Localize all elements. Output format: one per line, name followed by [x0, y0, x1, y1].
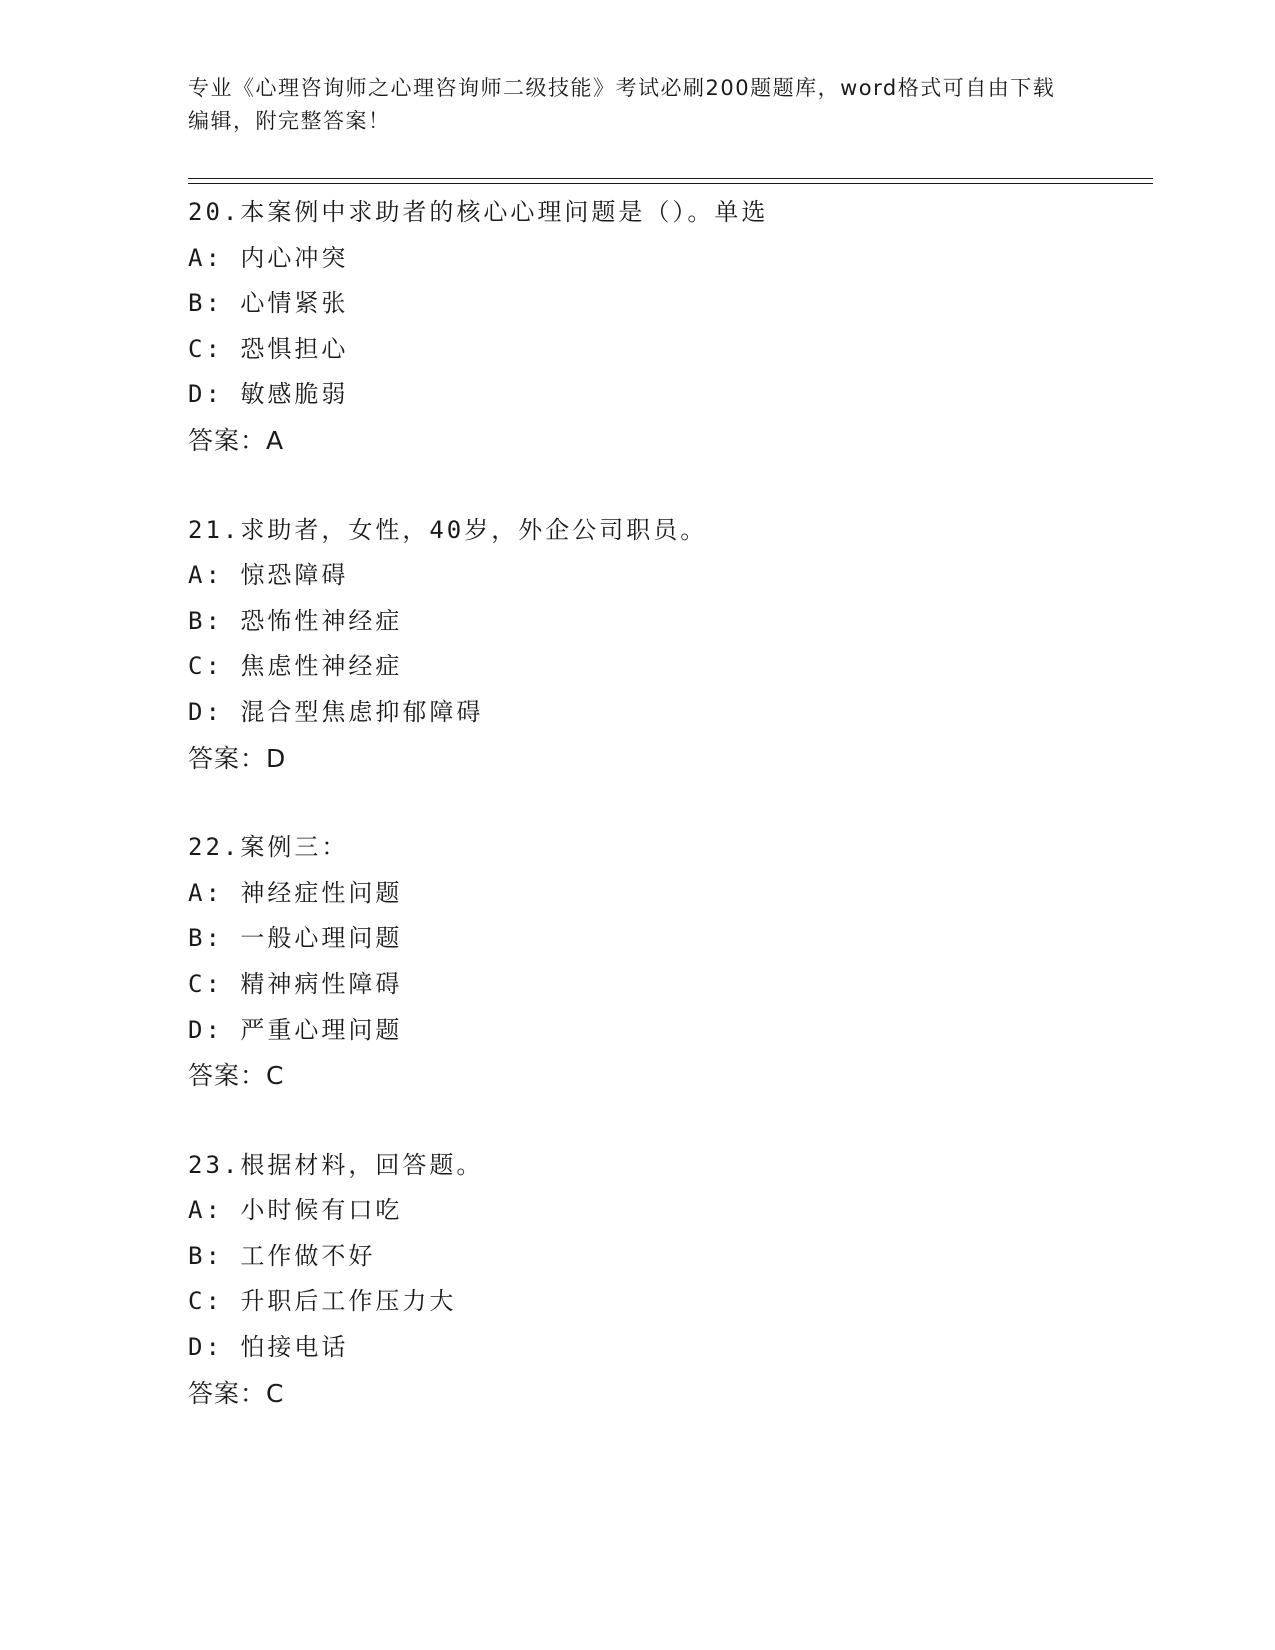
option-c: C: 恐惧担心	[188, 334, 349, 363]
answer-line: 答案：C	[188, 1378, 285, 1408]
option-a: A: 小时候有口吃	[188, 1196, 403, 1225]
answer-line: 答案：A	[188, 425, 285, 455]
option-d: D: 怕接电话	[188, 1333, 349, 1362]
option-c: C: 精神病性障碍	[188, 969, 403, 998]
option-c: C: 焦虑性神经症	[188, 652, 403, 681]
question-item	[188, 190, 1148, 464]
option-b: B: 一般心理问题	[188, 924, 403, 953]
option-b: B: 恐怖性神经症	[188, 606, 403, 635]
option-d: D: 敏感脆弱	[188, 380, 349, 409]
question-item	[188, 508, 1148, 782]
answer-line: 答案：D	[188, 743, 287, 773]
option-b: B: 心情紧张	[188, 289, 349, 318]
question-stem: 20.本案例中求助者的核心心理问题是（）。单选	[188, 198, 769, 226]
option-b: B: 工作做不好	[188, 1241, 376, 1270]
question-stem: 22.案例三：	[188, 833, 349, 862]
header-divider-top	[188, 178, 1153, 179]
question-item	[188, 825, 1148, 1099]
option-a: A: 内心冲突	[188, 243, 349, 272]
question-list	[188, 190, 1148, 1460]
option-a: A: 惊恐障碍	[188, 561, 349, 590]
option-c: C: 升职后工作压力大	[188, 1287, 457, 1316]
document-header	[188, 72, 1068, 138]
question-stem: 23.根据材料，回答题。	[188, 1150, 484, 1179]
question-item	[188, 1143, 1148, 1417]
document-title: 专业《心理咨询师之心理咨询师二级技能》考试必刷200题题库，word格式可自由下载编辑，附完整答案！	[188, 76, 1056, 133]
question-stem: 21.求助者，女性，40岁，外企公司职员。	[188, 515, 708, 544]
option-d: D: 严重心理问题	[188, 1015, 403, 1044]
option-a: A: 神经症性问题	[188, 878, 403, 907]
option-d: D: 混合型焦虑抑郁障碍	[188, 697, 484, 726]
answer-line: 答案：C	[188, 1061, 285, 1091]
header-divider-bottom	[188, 183, 1153, 184]
